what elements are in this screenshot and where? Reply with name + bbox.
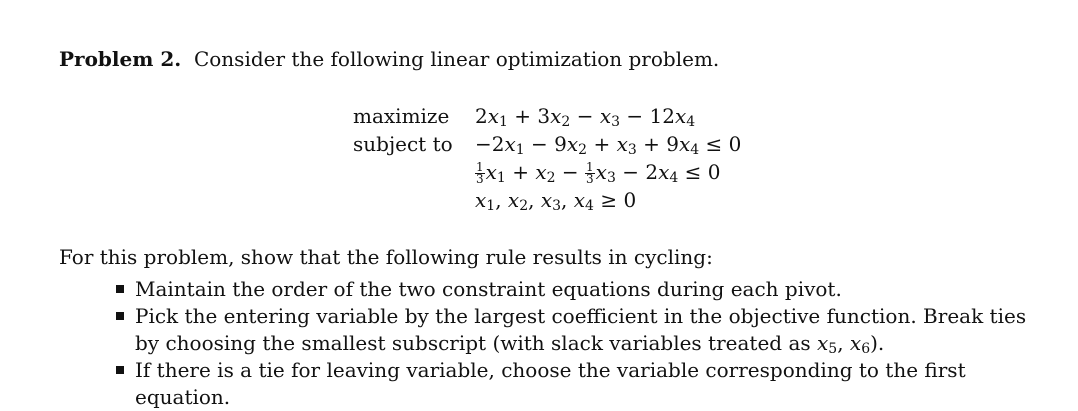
objective-label: maximize [353, 104, 450, 128]
math-text: + [505, 160, 536, 184]
math-variable: $x_5$ [817, 331, 838, 357]
math-text: , [561, 188, 574, 212]
math-text: −2 [475, 132, 505, 156]
math-variable: $x_3$ [540, 188, 562, 214]
bullet-icon [116, 312, 124, 320]
math-text: ≥ 0 [593, 188, 637, 212]
constraints-label: subject to [353, 132, 453, 156]
math-variable: $x_4$ [678, 132, 700, 158]
bullet-icon [116, 366, 124, 374]
math-variable: $x_2$ [566, 132, 588, 158]
math-fraction: $\frac{1}{3}$ [476, 160, 484, 186]
math-text: − 9 [524, 132, 567, 156]
constraint-1-expression [475, 130, 741, 158]
rule-item [115, 303, 1050, 357]
math-text: − [570, 104, 600, 128]
math-variable: $x_2$ [535, 160, 556, 186]
math-variable: $x_1$ [475, 188, 496, 214]
math-variable: $x_4$ [573, 188, 594, 214]
math-variable: $x_6$ [849, 331, 871, 357]
math-text: − [555, 160, 586, 184]
math-variable: $x_4$ [674, 104, 696, 130]
problem-intro-text: Consider the following linear optimization problem. [193, 47, 720, 71]
rule-item [115, 276, 1050, 303]
math-text: , [528, 188, 541, 212]
nonnegativity-expression [475, 186, 636, 214]
constraint-2-expression [475, 158, 720, 186]
rule-item-text: Maintain the order of the two constraint equations during each pivot. [135, 277, 842, 301]
math-variable: $x_1$ [504, 132, 525, 158]
rule-intro-text: For this problem, show that the following rule results in cycling: [59, 245, 713, 269]
math-variable: $x_3$ [595, 160, 616, 186]
math-variable: $x_1$ [485, 160, 506, 186]
rule-item-text-part: ). [870, 331, 885, 355]
math-text: , [837, 331, 850, 355]
rule-item-text: If there is a tie for leaving variable, choose the variable corresponding to the first equation. [135, 358, 966, 409]
rule-item [115, 357, 1050, 411]
problem-statement [59, 46, 719, 72]
math-text: , [495, 188, 508, 212]
rule-list [115, 276, 1050, 411]
math-text: − 2 [615, 160, 659, 184]
slack-variables-math [817, 331, 870, 355]
math-text: ≤ 0 [678, 160, 721, 184]
math-variable: $x_3$ [599, 104, 621, 130]
math-text: + 3 [507, 104, 551, 128]
bullet-icon [116, 285, 124, 293]
math-text: + 9 [636, 132, 679, 156]
math-text: ≤ 0 [699, 132, 742, 156]
math-text: − 12 [620, 104, 675, 128]
rule-item-text-part: Pick the entering variable by the largest coefficient in the objective function. Break ties by choosing the smallest subscript (with slack variables treated as [135, 304, 1027, 355]
math-text: 2 [475, 104, 488, 128]
problem-heading: Problem 2. [59, 47, 182, 71]
math-variable: $x_4$ [658, 160, 679, 186]
objective-expression [475, 102, 695, 130]
math-variable: $x_2$ [550, 104, 571, 130]
math-variable: $x_1$ [487, 104, 508, 130]
math-text: + [587, 132, 617, 156]
math-variable: $x_3$ [616, 132, 637, 158]
math-variable: $x_2$ [507, 188, 529, 214]
math-fraction: $\frac{1}{3}$ [586, 160, 594, 186]
